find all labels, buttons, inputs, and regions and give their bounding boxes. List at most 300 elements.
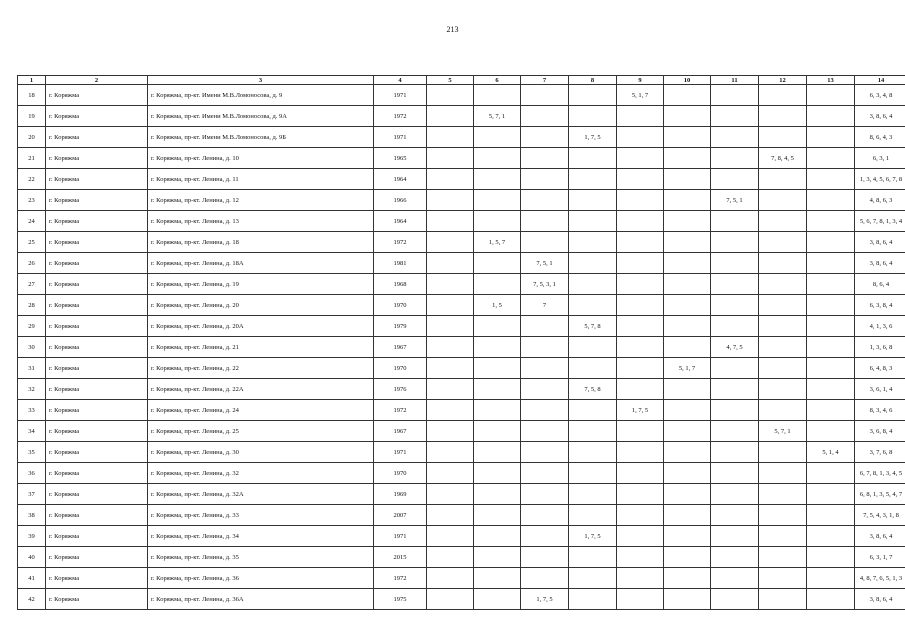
table-cell-col-9: [617, 211, 664, 232]
table-cell-col-3: г. Коряжма, пр-кт. Ленина, д. 19: [148, 274, 374, 295]
table-cell-col-8: [569, 337, 617, 358]
column-header-3: 3: [148, 76, 374, 85]
table-cell-col-10: [664, 589, 711, 610]
table-row: [18, 295, 905, 316]
table-cell-col-2: г. Коряжма: [46, 211, 148, 232]
table-cell-col-5: [427, 337, 474, 358]
table-cell-col-4: 2015: [374, 547, 427, 568]
table-cell-col-11: [711, 232, 759, 253]
table-cell-col-12: [759, 253, 807, 274]
table-cell-col-3: г. Коряжма, пр-кт. Ленина, д. 30: [148, 442, 374, 463]
column-header-4: 4: [374, 76, 427, 85]
table-cell-col-2: г. Коряжма: [46, 358, 148, 379]
table-row: [18, 169, 905, 190]
table-cell-col-10: [664, 442, 711, 463]
table-cell-col-8: [569, 148, 617, 169]
table-row: [18, 337, 905, 358]
table-cell-col-4: 1971: [374, 526, 427, 547]
table-cell-col-14: 1, 3, 4, 5, 6, 7, 8: [855, 169, 905, 190]
table-cell-col-5: [427, 169, 474, 190]
table-cell-col-2: г. Коряжма: [46, 106, 148, 127]
table-cell-col-4: 1964: [374, 169, 427, 190]
table-row: [18, 379, 905, 400]
table-cell-col-6: 1, 5: [474, 295, 521, 316]
table-cell-col-11: [711, 316, 759, 337]
table-row: [18, 253, 905, 274]
table-cell-col-12: [759, 85, 807, 106]
table-cell-col-3: г. Коряжма, пр-кт. Ленина, д. 24: [148, 400, 374, 421]
table-cell-col-3: г. Коряжма, пр-кт. Ленина, д. 25: [148, 421, 374, 442]
table-cell-col-3: г. Коряжма, пр-кт. Ленина, д. 22А: [148, 379, 374, 400]
table-cell-col-6: [474, 547, 521, 568]
table-cell-col-9: [617, 442, 664, 463]
table-cell-col-4: 1967: [374, 421, 427, 442]
table-cell-col-1: 21: [18, 148, 46, 169]
table-cell-col-13: [807, 568, 855, 589]
table-cell-col-4: 2007: [374, 505, 427, 526]
table-cell-col-5: [427, 295, 474, 316]
table-cell-col-11: [711, 85, 759, 106]
table-cell-col-12: [759, 526, 807, 547]
table-cell-col-2: г. Коряжма: [46, 169, 148, 190]
table-cell-col-11: [711, 274, 759, 295]
table-cell-col-8: [569, 274, 617, 295]
table-cell-col-11: [711, 547, 759, 568]
table-cell-col-9: [617, 463, 664, 484]
table-cell-col-6: [474, 442, 521, 463]
table-cell-col-2: г. Коряжма: [46, 148, 148, 169]
table-cell-col-13: 5, 1, 4: [807, 442, 855, 463]
table-cell-col-6: [474, 400, 521, 421]
table-cell-col-10: 5, 1, 7: [664, 358, 711, 379]
table-cell-col-4: 1969: [374, 484, 427, 505]
table-row: [18, 106, 905, 127]
table-cell-col-14: 5, 6, 7, 8, 1, 3, 4: [855, 211, 905, 232]
table-cell-col-14: 6, 3, 1: [855, 148, 905, 169]
table-cell-col-6: [474, 589, 521, 610]
table-cell-col-13: [807, 253, 855, 274]
table-cell-col-7: [521, 169, 569, 190]
table-cell-col-4: 1971: [374, 127, 427, 148]
table-cell-col-8: [569, 295, 617, 316]
table-cell-col-7: 7, 5, 3, 1: [521, 274, 569, 295]
table-cell-col-9: 1, 7, 5: [617, 400, 664, 421]
table-row: [18, 526, 905, 547]
table-cell-col-7: [521, 106, 569, 127]
table-row: [18, 190, 905, 211]
table-cell-col-8: [569, 400, 617, 421]
table-cell-col-8: [569, 589, 617, 610]
table-cell-col-4: 1970: [374, 463, 427, 484]
table-cell-col-1: 37: [18, 484, 46, 505]
table-cell-col-5: [427, 400, 474, 421]
table-cell-col-3: г. Коряжма, пр-кт. Ленина, д. 21: [148, 337, 374, 358]
table-cell-col-5: [427, 232, 474, 253]
table-cell-col-7: 7, 5, 1: [521, 253, 569, 274]
table-cell-col-5: [427, 85, 474, 106]
table-cell-col-12: [759, 295, 807, 316]
table-cell-col-2: г. Коряжма: [46, 484, 148, 505]
table-cell-col-1: 42: [18, 589, 46, 610]
table-cell-col-11: 7, 5, 1: [711, 190, 759, 211]
table-cell-col-13: [807, 232, 855, 253]
column-header-1: 1: [18, 76, 46, 85]
table-cell-col-7: [521, 85, 569, 106]
table-cell-col-9: [617, 106, 664, 127]
table-cell-col-7: [521, 568, 569, 589]
table-cell-col-6: [474, 505, 521, 526]
table-cell-col-5: [427, 484, 474, 505]
table-cell-col-12: [759, 568, 807, 589]
table-cell-col-8: [569, 85, 617, 106]
table-row: [18, 358, 905, 379]
table-cell-col-14: 3, 6, 1, 4: [855, 379, 905, 400]
table-cell-col-2: г. Коряжма: [46, 379, 148, 400]
table-row: [18, 421, 905, 442]
table-cell-col-14: 1, 3, 6, 8: [855, 337, 905, 358]
table-cell-col-1: 32: [18, 379, 46, 400]
table-cell-col-1: 35: [18, 442, 46, 463]
table-cell-col-11: [711, 379, 759, 400]
table-cell-col-10: [664, 505, 711, 526]
table-cell-col-2: г. Коряжма: [46, 400, 148, 421]
table-cell-col-3: г. Коряжма, пр-кт. Имени М.В.Ломоносова, д. 9: [148, 85, 374, 106]
table-cell-col-5: [427, 190, 474, 211]
table-cell-col-9: [617, 316, 664, 337]
table-cell-col-4: 1971: [374, 442, 427, 463]
table-cell-col-2: г. Коряжма: [46, 253, 148, 274]
table-cell-col-13: [807, 169, 855, 190]
table-cell-col-7: [521, 547, 569, 568]
table-cell-col-10: [664, 85, 711, 106]
column-header-13: 13: [807, 76, 855, 85]
table-cell-col-3: г. Коряжма, пр-кт. Имени М.В.Ломоносова, д. 9А: [148, 106, 374, 127]
table-cell-col-12: [759, 337, 807, 358]
table-cell-col-6: 5, 7, 1: [474, 106, 521, 127]
table-cell-col-10: [664, 337, 711, 358]
table-cell-col-11: [711, 568, 759, 589]
table-cell-col-11: [711, 358, 759, 379]
table-cell-col-10: [664, 232, 711, 253]
column-header-7: 7: [521, 76, 569, 85]
table-cell-col-12: [759, 232, 807, 253]
table-cell-col-4: 1965: [374, 148, 427, 169]
table-cell-col-14: 3, 8, 6, 4: [855, 589, 905, 610]
table-cell-col-10: [664, 547, 711, 568]
table-cell-col-9: [617, 568, 664, 589]
table-cell-col-11: [711, 463, 759, 484]
table-cell-col-5: [427, 211, 474, 232]
table-cell-col-7: [521, 484, 569, 505]
table-cell-col-10: [664, 127, 711, 148]
table-cell-col-1: 34: [18, 421, 46, 442]
table-cell-col-5: [427, 568, 474, 589]
table-cell-col-14: 3, 8, 6, 4: [855, 232, 905, 253]
table-cell-col-1: 39: [18, 526, 46, 547]
table-cell-col-8: [569, 169, 617, 190]
table-cell-col-4: 1972: [374, 568, 427, 589]
table-cell-col-7: [521, 358, 569, 379]
table-cell-col-3: г. Коряжма, пр-кт. Ленина, д. 11: [148, 169, 374, 190]
column-header-8: 8: [569, 76, 617, 85]
table-cell-col-14: 3, 6, 8, 4: [855, 421, 905, 442]
table-cell-col-12: [759, 547, 807, 568]
table-cell-col-6: [474, 148, 521, 169]
table-cell-col-8: [569, 547, 617, 568]
table-cell-col-6: [474, 421, 521, 442]
column-header-10: 10: [664, 76, 711, 85]
table-cell-col-6: [474, 253, 521, 274]
table-cell-col-14: 3, 7, 6, 8: [855, 442, 905, 463]
table-cell-col-2: г. Коряжма: [46, 421, 148, 442]
table-cell-col-1: 20: [18, 127, 46, 148]
column-header-11: 11: [711, 76, 759, 85]
table-cell-col-10: [664, 421, 711, 442]
table-cell-col-1: 30: [18, 337, 46, 358]
table-cell-col-2: г. Коряжма: [46, 232, 148, 253]
table-cell-col-10: [664, 484, 711, 505]
table-cell-col-10: [664, 400, 711, 421]
table-cell-col-7: [521, 211, 569, 232]
table-cell-col-13: [807, 484, 855, 505]
column-header-5: 5: [427, 76, 474, 85]
table-cell-col-13: [807, 106, 855, 127]
table-cell-col-1: 18: [18, 85, 46, 106]
table-row: [18, 463, 905, 484]
table-cell-col-1: 27: [18, 274, 46, 295]
table-cell-col-13: [807, 526, 855, 547]
table-cell-col-8: [569, 484, 617, 505]
table-cell-col-11: [711, 211, 759, 232]
table-cell-col-11: [711, 421, 759, 442]
table-cell-col-6: [474, 379, 521, 400]
table-cell-col-7: [521, 421, 569, 442]
table-cell-col-4: 1964: [374, 211, 427, 232]
table-cell-col-1: 41: [18, 568, 46, 589]
table-cell-col-3: г. Коряжма, пр-кт. Ленина, д. 18А: [148, 253, 374, 274]
table-cell-col-9: [617, 148, 664, 169]
table-row: [18, 547, 905, 568]
table-cell-col-11: [711, 253, 759, 274]
table-cell-col-10: [664, 316, 711, 337]
table-cell-col-12: [759, 589, 807, 610]
table-cell-col-6: [474, 358, 521, 379]
table-cell-col-1: 19: [18, 106, 46, 127]
column-header-9: 9: [617, 76, 664, 85]
table-cell-col-12: [759, 484, 807, 505]
column-header-12: 12: [759, 76, 807, 85]
table-cell-col-11: [711, 526, 759, 547]
table-cell-col-8: [569, 421, 617, 442]
table-cell-col-12: [759, 106, 807, 127]
table-cell-col-3: г. Коряжма, пр-кт. Ленина, д. 12: [148, 190, 374, 211]
table-cell-col-13: [807, 421, 855, 442]
table-cell-col-11: [711, 295, 759, 316]
table-cell-col-14: 4, 8, 7, 6, 5, 1, 3: [855, 568, 905, 589]
table-cell-col-9: [617, 169, 664, 190]
table-cell-col-1: 29: [18, 316, 46, 337]
table-cell-col-7: [521, 316, 569, 337]
table-cell-col-8: 1, 7, 5: [569, 127, 617, 148]
table-cell-col-13: [807, 85, 855, 106]
table-cell-col-14: 8, 3, 4, 6: [855, 400, 905, 421]
table-cell-col-7: [521, 379, 569, 400]
table-cell-col-5: [427, 127, 474, 148]
table-cell-col-5: [427, 442, 474, 463]
table-row: [18, 148, 905, 169]
table-cell-col-3: г. Коряжма, пр-кт. Ленина, д. 18: [148, 232, 374, 253]
table-cell-col-4: 1967: [374, 337, 427, 358]
table-cell-col-1: 26: [18, 253, 46, 274]
table-cell-col-13: [807, 127, 855, 148]
table-cell-col-5: [427, 505, 474, 526]
table-cell-col-2: г. Коряжма: [46, 316, 148, 337]
table-cell-col-5: [427, 589, 474, 610]
table-row: [18, 442, 905, 463]
table-cell-col-2: г. Коряжма: [46, 127, 148, 148]
table-cell-col-5: [427, 358, 474, 379]
table-cell-col-14: 7, 5, 4, 3, 1, 8: [855, 505, 905, 526]
table-cell-col-12: [759, 463, 807, 484]
table-cell-col-12: [759, 316, 807, 337]
table-cell-col-12: [759, 190, 807, 211]
table-cell-col-10: [664, 379, 711, 400]
table-cell-col-14: 4, 8, 6, 3: [855, 190, 905, 211]
table-row: [18, 589, 905, 610]
table-cell-col-3: г. Коряжма, пр-кт. Ленина, д. 10: [148, 148, 374, 169]
table-cell-col-5: [427, 379, 474, 400]
table-cell-col-12: [759, 274, 807, 295]
table-row: [18, 274, 905, 295]
table-cell-col-3: г. Коряжма, пр-кт. Ленина, д. 32: [148, 463, 374, 484]
table-cell-col-12: [759, 169, 807, 190]
table-cell-col-13: [807, 295, 855, 316]
table-cell-col-8: [569, 211, 617, 232]
table-cell-col-7: 7: [521, 295, 569, 316]
table-cell-col-13: [807, 547, 855, 568]
table-cell-col-8: [569, 442, 617, 463]
table-row: [18, 400, 905, 421]
table-cell-col-6: [474, 127, 521, 148]
table-cell-col-9: 5, 1, 7: [617, 85, 664, 106]
table-cell-col-3: г. Коряжма, пр-кт. Ленина, д. 20А: [148, 316, 374, 337]
table-cell-col-8: [569, 232, 617, 253]
column-header-14: 14: [855, 76, 905, 85]
table-cell-col-11: [711, 106, 759, 127]
table-cell-col-4: 1966: [374, 190, 427, 211]
table-cell-col-1: 40: [18, 547, 46, 568]
table-cell-col-7: [521, 232, 569, 253]
table-cell-col-6: [474, 568, 521, 589]
table-cell-col-6: [474, 211, 521, 232]
table-cell-col-13: [807, 190, 855, 211]
table-cell-col-11: [711, 148, 759, 169]
table-cell-col-6: [474, 484, 521, 505]
table-cell-col-8: 7, 5, 8: [569, 379, 617, 400]
table-cell-col-3: г. Коряжма, пр-кт. Ленина, д. 20: [148, 295, 374, 316]
table-cell-col-6: 1, 5, 7: [474, 232, 521, 253]
table-cell-col-11: [711, 442, 759, 463]
table-cell-col-13: [807, 274, 855, 295]
table-cell-col-2: г. Коряжма: [46, 568, 148, 589]
table-cell-col-7: [521, 190, 569, 211]
table-cell-col-2: г. Коряжма: [46, 190, 148, 211]
table-cell-col-8: 5, 7, 8: [569, 316, 617, 337]
table-cell-col-14: 6, 3, 4, 8: [855, 85, 905, 106]
table-cell-col-5: [427, 316, 474, 337]
table-cell-col-8: [569, 106, 617, 127]
table-cell-col-14: 6, 3, 1, 7: [855, 547, 905, 568]
table-cell-col-14: 3, 8, 6, 4: [855, 253, 905, 274]
table-cell-col-3: г. Коряжма, пр-кт. Ленина, д. 13: [148, 211, 374, 232]
table-cell-col-3: г. Коряжма, пр-кт. Ленина, д. 33: [148, 505, 374, 526]
table-cell-col-3: г. Коряжма, пр-кт. Ленина, д. 36: [148, 568, 374, 589]
table-cell-col-8: [569, 358, 617, 379]
table-cell-col-4: 1970: [374, 295, 427, 316]
table-cell-col-4: 1968: [374, 274, 427, 295]
table-row: [18, 127, 905, 148]
table-cell-col-9: [617, 505, 664, 526]
table-cell-col-14: 6, 7, 8, 1, 3, 4, 5: [855, 463, 905, 484]
table-cell-col-12: [759, 211, 807, 232]
table-cell-col-14: 6, 3, 8, 4: [855, 295, 905, 316]
table-cell-col-7: [521, 127, 569, 148]
table-cell-col-4: 1975: [374, 589, 427, 610]
table-cell-col-2: г. Коряжма: [46, 526, 148, 547]
table-cell-col-3: г. Коряжма, пр-кт. Ленина, д. 34: [148, 526, 374, 547]
table-cell-col-13: [807, 337, 855, 358]
table-cell-col-8: 1, 7, 5: [569, 526, 617, 547]
table-cell-col-9: [617, 232, 664, 253]
table-cell-col-7: [521, 148, 569, 169]
table-cell-col-12: [759, 400, 807, 421]
table-cell-col-10: [664, 106, 711, 127]
table-cell-col-11: [711, 169, 759, 190]
table-cell-col-11: 4, 7, 5: [711, 337, 759, 358]
table-cell-col-4: 1970: [374, 358, 427, 379]
table-cell-col-12: [759, 442, 807, 463]
table-cell-col-2: г. Коряжма: [46, 505, 148, 526]
table-cell-col-9: [617, 127, 664, 148]
housing-schedule-table: [17, 75, 905, 610]
table-cell-col-1: 31: [18, 358, 46, 379]
table-cell-col-5: [427, 148, 474, 169]
table-cell-col-7: [521, 505, 569, 526]
table-cell-col-7: [521, 337, 569, 358]
table-cell-col-14: 3, 8, 6, 4: [855, 106, 905, 127]
table-cell-col-14: 8, 6, 4, 3: [855, 127, 905, 148]
table-row: [18, 85, 905, 106]
table-cell-col-3: г. Коряжма, пр-кт. Ленина, д. 36А: [148, 589, 374, 610]
table-row: [18, 232, 905, 253]
table-cell-col-1: 25: [18, 232, 46, 253]
table-cell-col-14: 3, 8, 6, 4: [855, 526, 905, 547]
table-cell-col-3: г. Коряжма, пр-кт. Ленина, д. 32А: [148, 484, 374, 505]
table-cell-col-9: [617, 295, 664, 316]
table-cell-col-1: 28: [18, 295, 46, 316]
table-cell-col-2: г. Коряжма: [46, 442, 148, 463]
table-cell-col-3: г. Коряжма, пр-кт. Ленина, д. 35: [148, 547, 374, 568]
table-cell-col-5: [427, 274, 474, 295]
table-cell-col-5: [427, 463, 474, 484]
table-cell-col-2: г. Коряжма: [46, 589, 148, 610]
table-cell-col-4: 1972: [374, 106, 427, 127]
table-cell-col-9: [617, 526, 664, 547]
table-cell-col-7: 1, 7, 5: [521, 589, 569, 610]
table-cell-col-6: [474, 337, 521, 358]
table-cell-col-12: 5, 7, 1: [759, 421, 807, 442]
table-cell-col-9: [617, 589, 664, 610]
